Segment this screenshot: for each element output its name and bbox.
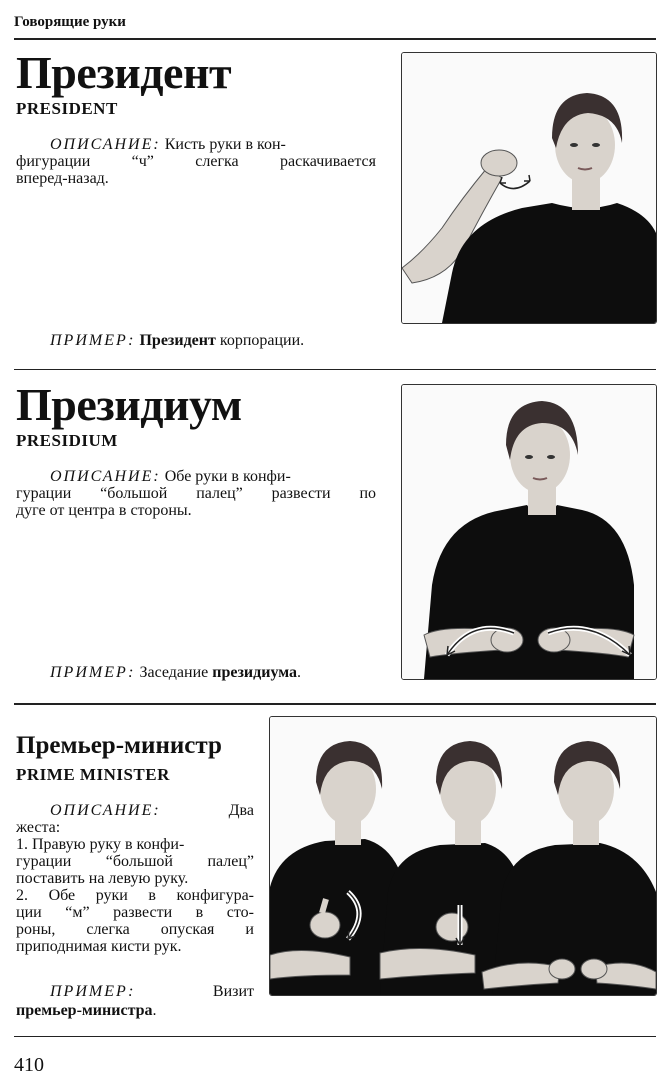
sign-photo-sequence xyxy=(269,716,657,996)
entry-word: Президиум xyxy=(16,379,242,430)
sign-photo xyxy=(401,384,657,680)
entry-example: ПРИМЕР: Визит премьер-министра. xyxy=(16,983,254,1019)
entry-english: PRIME MINISTER xyxy=(16,765,170,784)
entry-description: ОПИСАНИЕ: Кисть руки в кон- фигурации “ч” слегка раскачивается вперед-назад. xyxy=(16,136,376,187)
footer-rule xyxy=(14,1036,656,1037)
entry-example: ПРИМЕР: Заседание президиума. xyxy=(50,664,302,681)
entry-word: Премьер-министр xyxy=(16,732,222,759)
entry-example: ПРИМЕР: Президент корпорации. xyxy=(50,332,305,349)
entry-description: ОПИСАНИЕ: Два жеста: 1. Правую руку в конфи- гурации “большой палец” поставить на левую руку. 2. Обе руки в конфигура- ции “м” развести в сто- роны, слегка опуская и приподнимая кисти рук. xyxy=(16,802,254,955)
entry-divider xyxy=(14,703,656,705)
page-number: 410 xyxy=(14,1054,44,1076)
running-header: Говорящие руки xyxy=(14,14,126,30)
description-label: ОПИСАНИЕ: xyxy=(50,468,161,485)
sign-photo xyxy=(401,52,657,324)
entry-description: ОПИСАНИЕ: Обе руки в конфи- гурации “большой палец” развести по дуге от центра в стороны. xyxy=(16,468,376,519)
entry-english: PRESIDENT xyxy=(16,99,118,118)
header-rule xyxy=(14,38,656,40)
entry-english: PRESIDIUM xyxy=(16,431,118,450)
entry-word: Президент xyxy=(16,47,232,98)
description-label: ОПИСАНИЕ: xyxy=(50,802,161,819)
entry-divider xyxy=(14,369,656,370)
description-label: ОПИСАНИЕ: xyxy=(50,136,161,153)
